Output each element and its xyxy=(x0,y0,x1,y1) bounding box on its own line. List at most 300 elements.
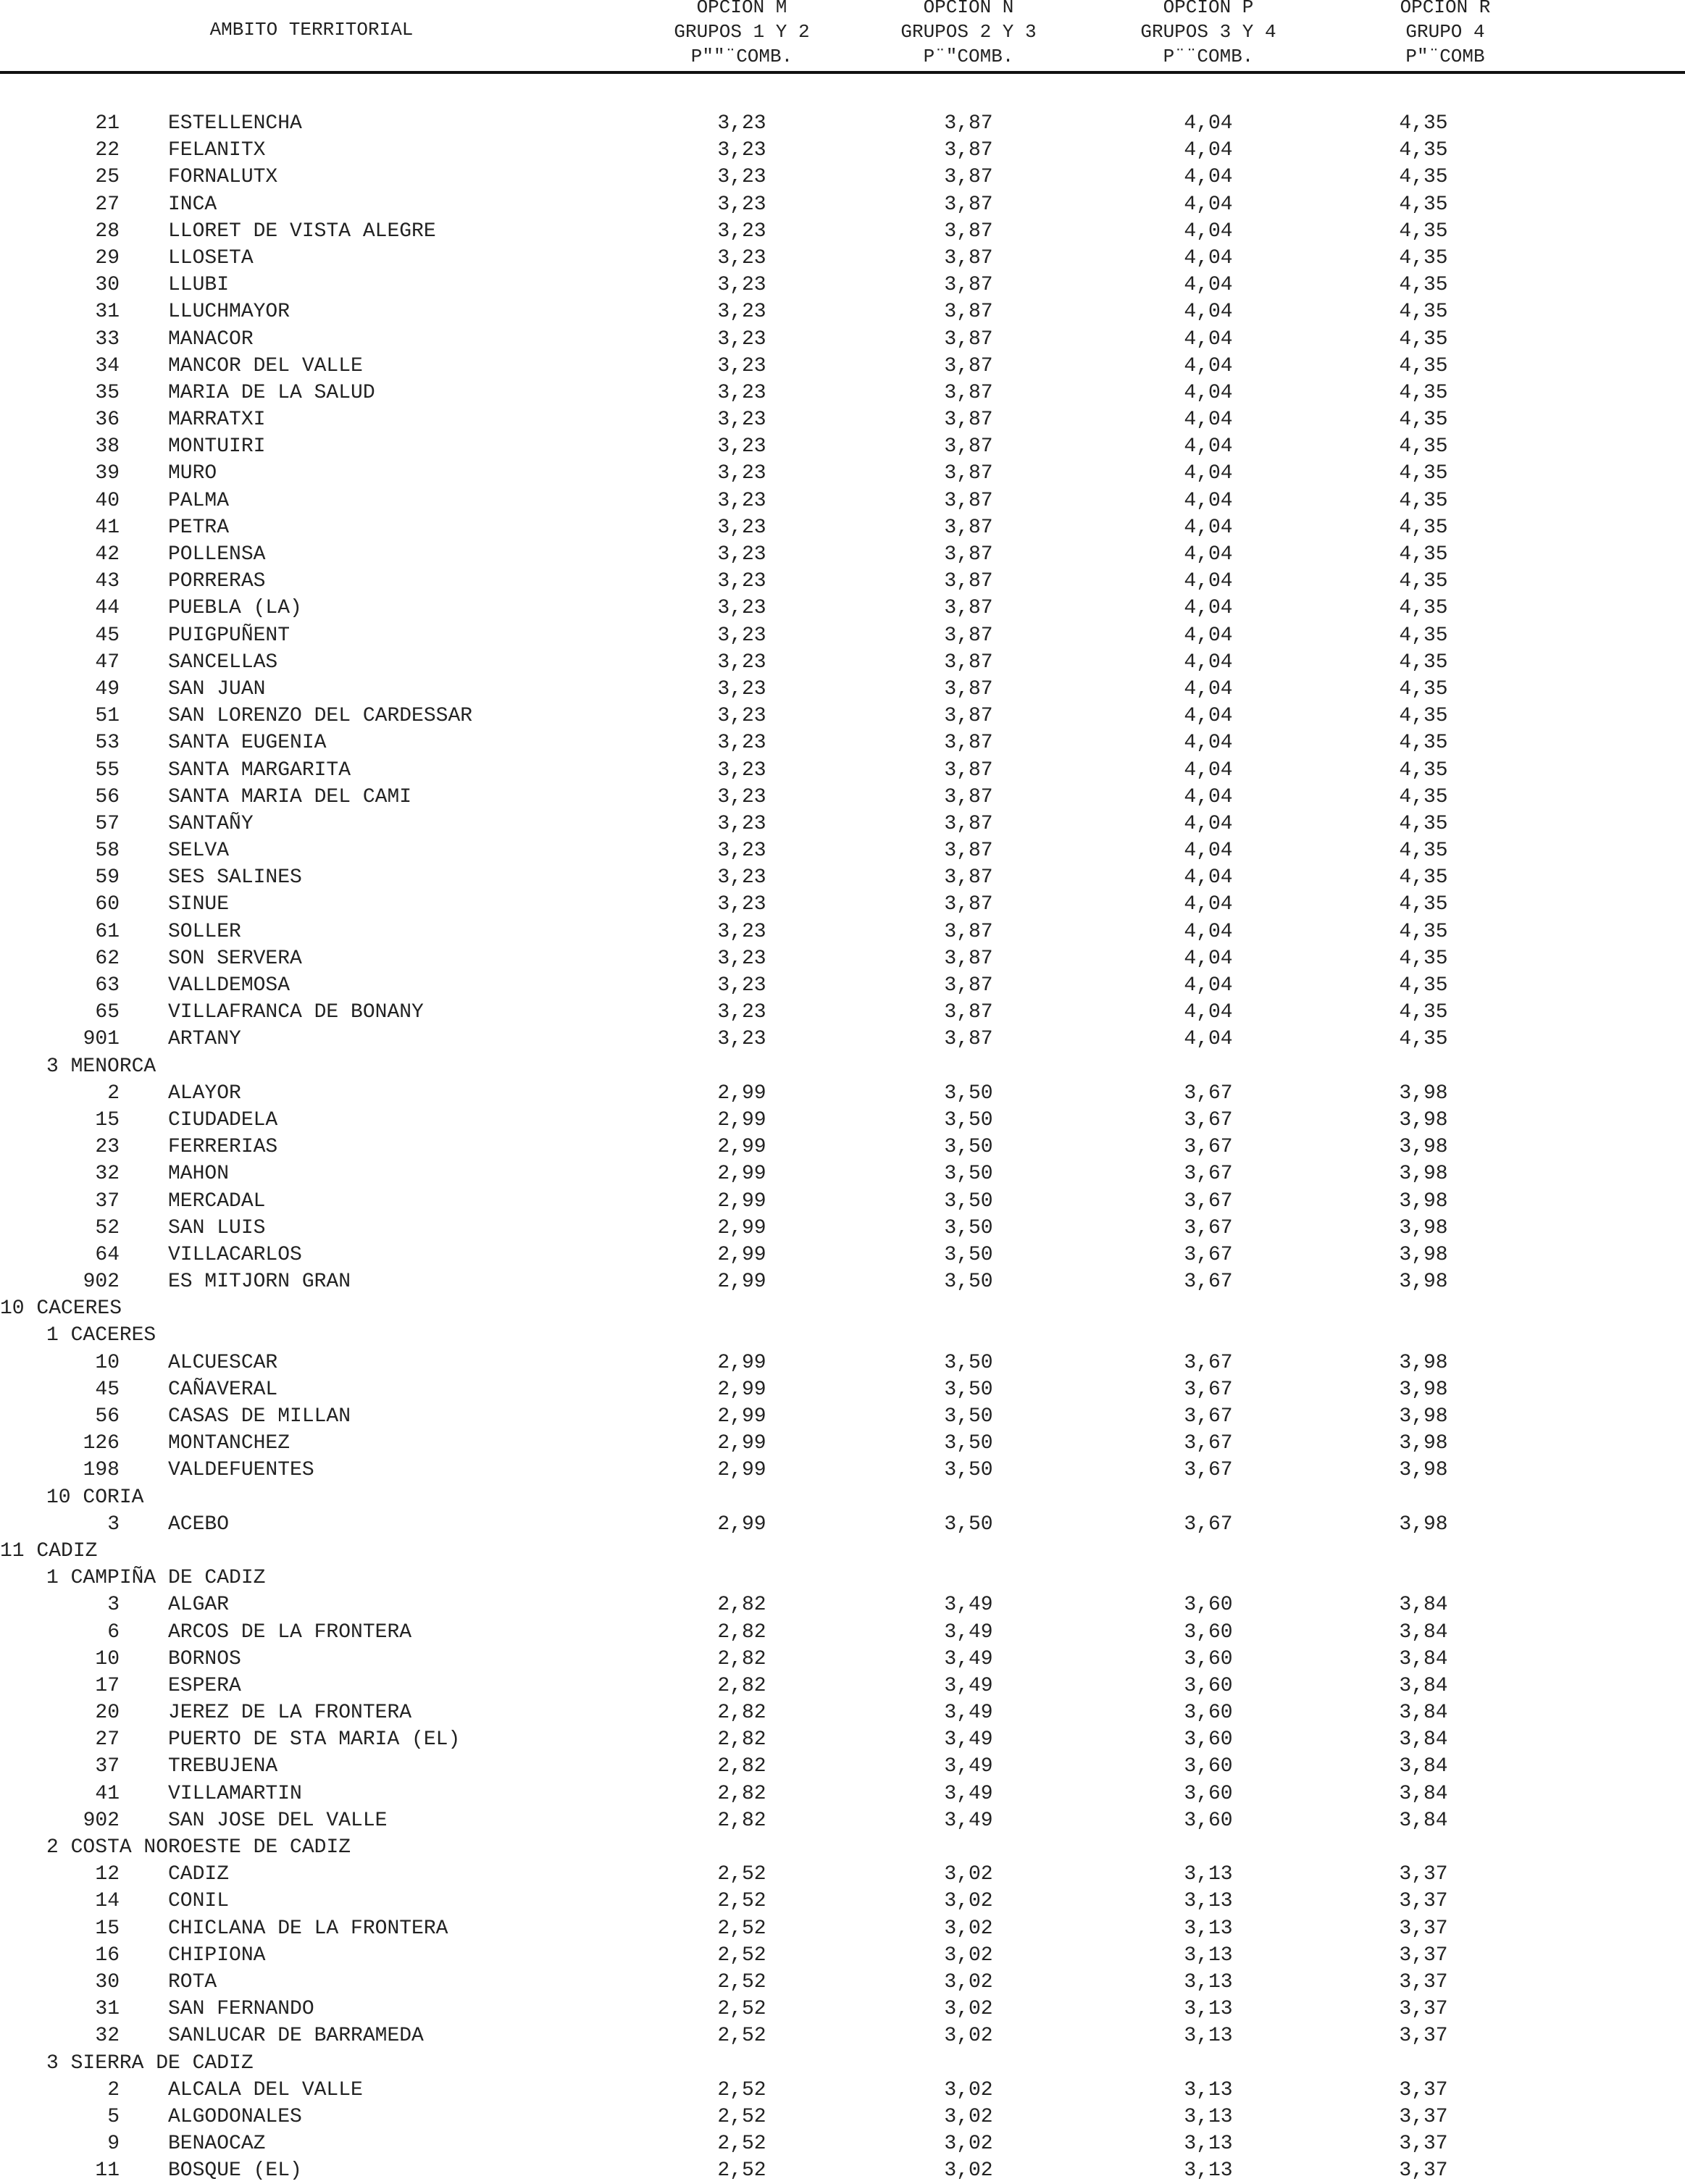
value-option-n: 3,87 xyxy=(944,785,993,808)
municipality-code: 45 xyxy=(95,1378,120,1401)
value-option-n: 3,87 xyxy=(944,947,993,970)
municipality-code: 11 xyxy=(95,2159,120,2183)
value-option-p: 4,04 xyxy=(1184,597,1233,620)
value-option-m: 3,23 xyxy=(717,274,766,297)
municipality-name: PETRA xyxy=(168,516,230,539)
value-option-n: 3,87 xyxy=(944,866,993,890)
value-option-p: 3,13 xyxy=(1184,1944,1233,1967)
value-option-r: 4,35 xyxy=(1399,112,1448,135)
municipality-code: 9 xyxy=(107,2133,120,2156)
column-header-n xyxy=(896,0,1041,69)
column-header-line: OPCION M xyxy=(696,0,787,18)
value-option-m: 3,23 xyxy=(717,543,766,566)
municipality-name: ARTANY xyxy=(168,1028,241,1051)
municipality-code: 62 xyxy=(95,947,120,970)
table-row xyxy=(0,406,1685,433)
table-row xyxy=(0,703,1685,729)
table-row xyxy=(0,1215,1685,1242)
column-header-line: OPCION R xyxy=(1400,0,1491,18)
value-option-r: 3,98 xyxy=(1399,1136,1448,1159)
value-option-m: 3,23 xyxy=(717,1001,766,1024)
municipality-code: 30 xyxy=(95,274,120,297)
municipality-code: 15 xyxy=(95,1917,120,1940)
municipality-name: ALCALA DEL VALLE xyxy=(168,2078,363,2101)
province-heading: 11 CADIZ xyxy=(0,1539,98,1562)
municipality-code: 63 xyxy=(95,974,120,997)
municipality-name: LLOSETA xyxy=(168,246,254,269)
municipality-name: VILLAMARTIN xyxy=(168,1782,302,1805)
value-option-p: 3,60 xyxy=(1184,1674,1233,1697)
value-option-m: 2,52 xyxy=(717,2133,766,2156)
municipality-code: 56 xyxy=(95,785,120,808)
municipality-code: 59 xyxy=(95,866,120,890)
table-row xyxy=(0,2104,1685,2130)
value-option-n: 3,87 xyxy=(944,705,993,728)
value-option-p: 4,04 xyxy=(1184,543,1233,566)
table-row xyxy=(0,945,1685,972)
value-option-r: 4,35 xyxy=(1399,219,1448,243)
value-option-p: 3,13 xyxy=(1184,2105,1233,2128)
value-option-r: 4,35 xyxy=(1399,327,1448,351)
municipality-name: CHIPIONA xyxy=(168,1944,266,1967)
value-option-p: 4,04 xyxy=(1184,840,1233,863)
value-option-n: 3,02 xyxy=(944,1944,993,1967)
value-option-n: 3,50 xyxy=(944,1351,993,1374)
value-option-n: 3,87 xyxy=(944,327,993,351)
value-option-n: 3,49 xyxy=(944,1674,993,1697)
table-row xyxy=(0,380,1685,406)
value-option-m: 2,52 xyxy=(717,2025,766,2048)
value-option-m: 2,52 xyxy=(717,2159,766,2183)
value-option-r: 4,35 xyxy=(1399,866,1448,890)
municipality-code: 32 xyxy=(95,2025,120,2048)
value-option-n: 3,87 xyxy=(944,597,993,620)
value-option-p: 4,04 xyxy=(1184,785,1233,808)
value-option-r: 3,98 xyxy=(1399,1513,1448,1536)
value-option-n: 3,87 xyxy=(944,893,993,916)
value-option-n: 3,50 xyxy=(944,1136,993,1159)
value-option-m: 3,23 xyxy=(717,812,766,835)
value-option-p: 3,67 xyxy=(1184,1459,1233,1482)
municipality-code: 6 xyxy=(107,1620,120,1644)
value-option-m: 2,99 xyxy=(717,1189,766,1213)
value-option-n: 3,87 xyxy=(944,193,993,216)
value-option-r: 3,37 xyxy=(1399,1917,1448,1940)
column-header-line: GRUPOS 2 Y 3 xyxy=(900,21,1037,43)
comarca-heading: 1 CACERES xyxy=(46,1324,156,1347)
municipality-name: CIUDADELA xyxy=(168,1108,278,1131)
value-option-m: 2,99 xyxy=(717,1271,766,1294)
municipality-code: 16 xyxy=(95,1944,120,1967)
municipality-name: VILLAFRANCA DE BONANY xyxy=(168,1001,424,1024)
municipality-name: BORNOS xyxy=(168,1647,241,1670)
table-row xyxy=(0,1969,1685,1996)
value-option-m: 3,23 xyxy=(717,112,766,135)
value-option-m: 3,23 xyxy=(717,758,766,782)
value-option-r: 4,35 xyxy=(1399,785,1448,808)
municipality-name: SOLLER xyxy=(168,920,241,943)
municipality-name: VILLACARLOS xyxy=(168,1243,302,1266)
value-option-p: 3,67 xyxy=(1184,1081,1233,1105)
municipality-name: LLUBI xyxy=(168,274,230,297)
municipality-name: ALCUESCAR xyxy=(168,1351,278,1374)
table-row xyxy=(0,1807,1685,1834)
column-header-line: GRUPO 4 xyxy=(1405,21,1485,43)
value-option-p: 4,04 xyxy=(1184,193,1233,216)
value-option-m: 3,23 xyxy=(717,462,766,485)
municipality-code: 27 xyxy=(95,193,120,216)
value-option-p: 3,60 xyxy=(1184,1782,1233,1805)
table-row xyxy=(0,110,1685,137)
table-row xyxy=(0,137,1685,164)
header-divider xyxy=(0,71,1685,74)
table-row xyxy=(0,1619,1685,1646)
municipality-code: 41 xyxy=(95,516,120,539)
value-option-n: 3,50 xyxy=(944,1459,993,1482)
value-option-n: 3,87 xyxy=(944,570,993,593)
municipality-code: 38 xyxy=(95,435,120,459)
value-option-r: 4,35 xyxy=(1399,274,1448,297)
municipality-name: BOSQUE (EL) xyxy=(168,2159,302,2183)
table-row xyxy=(0,1376,1685,1403)
column-header-m xyxy=(669,0,814,69)
value-option-p: 4,04 xyxy=(1184,1001,1233,1024)
comarca-heading: 1 CAMPIÑA DE CADIZ xyxy=(46,1567,266,1590)
value-option-m: 2,52 xyxy=(717,2105,766,2128)
value-option-p: 4,04 xyxy=(1184,705,1233,728)
table-row xyxy=(0,757,1685,784)
value-option-m: 3,23 xyxy=(717,840,766,863)
municipality-name: VALLDEMOSA xyxy=(168,974,290,997)
value-option-m: 2,52 xyxy=(717,1970,766,1993)
value-option-p: 3,13 xyxy=(1184,2078,1233,2101)
value-option-m: 2,99 xyxy=(717,1351,766,1374)
value-option-n: 3,87 xyxy=(944,650,993,674)
table-row xyxy=(0,2157,1685,2184)
value-option-p: 4,04 xyxy=(1184,219,1233,243)
value-option-p: 3,13 xyxy=(1184,2025,1233,2048)
value-option-m: 2,52 xyxy=(717,1998,766,2021)
value-option-p: 4,04 xyxy=(1184,354,1233,377)
municipality-code: 10 xyxy=(95,1351,120,1374)
value-option-r: 4,35 xyxy=(1399,1001,1448,1024)
table-row xyxy=(0,541,1685,568)
municipality-name: SANTA EUGENIA xyxy=(168,732,327,755)
value-option-m: 3,23 xyxy=(717,166,766,189)
value-option-n: 3,02 xyxy=(944,2025,993,2048)
value-option-m: 2,82 xyxy=(717,1755,766,1778)
municipality-name: MANACOR xyxy=(168,327,254,351)
municipality-code: 3 xyxy=(107,1594,120,1617)
value-option-p: 4,04 xyxy=(1184,677,1233,700)
value-option-p: 4,04 xyxy=(1184,139,1233,162)
value-option-r: 4,35 xyxy=(1399,947,1448,970)
table-row xyxy=(0,784,1685,811)
value-option-p: 3,67 xyxy=(1184,1243,1233,1266)
municipality-name: CHICLANA DE LA FRONTERA xyxy=(168,1917,448,1940)
municipality-name: VALDEFUENTES xyxy=(168,1459,314,1482)
municipality-name: ALAYOR xyxy=(168,1081,241,1105)
municipality-code: 35 xyxy=(95,381,120,404)
table-row xyxy=(0,1457,1685,1484)
value-option-p: 3,13 xyxy=(1184,1970,1233,1993)
value-option-n: 3,87 xyxy=(944,624,993,647)
table-row xyxy=(0,1915,1685,1942)
municipality-code: 2 xyxy=(107,1081,120,1105)
value-option-r: 3,37 xyxy=(1399,1970,1448,1993)
value-option-r: 3,98 xyxy=(1399,1163,1448,1186)
value-option-n: 3,02 xyxy=(944,1998,993,2021)
table-row xyxy=(0,326,1685,353)
value-option-n: 3,49 xyxy=(944,1809,993,1832)
value-option-r: 4,35 xyxy=(1399,677,1448,700)
ambito-header xyxy=(130,17,493,42)
table-row xyxy=(0,1188,1685,1215)
value-option-r: 4,35 xyxy=(1399,1028,1448,1051)
value-option-r: 3,98 xyxy=(1399,1271,1448,1294)
value-option-r: 4,35 xyxy=(1399,705,1448,728)
table-row xyxy=(0,298,1685,325)
value-option-r: 4,35 xyxy=(1399,758,1448,782)
municipality-code: 55 xyxy=(95,758,120,782)
value-option-m: 2,99 xyxy=(717,1513,766,1536)
municipality-name: PALMA xyxy=(168,489,230,512)
value-option-r: 4,35 xyxy=(1399,354,1448,377)
table-row xyxy=(0,164,1685,191)
value-option-n: 3,87 xyxy=(944,758,993,782)
municipality-code: 5 xyxy=(107,2105,120,2128)
value-option-p: 3,67 xyxy=(1184,1405,1233,1428)
value-option-n: 3,02 xyxy=(944,1863,993,1886)
municipality-code: 902 xyxy=(83,1271,120,1294)
municipality-code: 31 xyxy=(95,301,120,324)
table-row xyxy=(0,1861,1685,1888)
municipality-code: 17 xyxy=(95,1674,120,1697)
value-option-m: 3,23 xyxy=(717,947,766,970)
table-row xyxy=(0,729,1685,756)
value-option-r: 4,35 xyxy=(1399,732,1448,755)
value-option-m: 3,23 xyxy=(717,570,766,593)
municipality-name: FERRERIAS xyxy=(168,1136,278,1159)
value-option-m: 3,23 xyxy=(717,597,766,620)
municipality-name: SAN LUIS xyxy=(168,1216,266,1239)
value-option-n: 3,87 xyxy=(944,381,993,404)
column-header-line: P""¨COMB. xyxy=(690,46,793,67)
municipality-name: MURO xyxy=(168,462,217,485)
municipality-name: FORNALUTX xyxy=(168,166,278,189)
value-option-p: 4,04 xyxy=(1184,893,1233,916)
municipality-code: 65 xyxy=(95,1001,120,1024)
value-option-r: 3,37 xyxy=(1399,2105,1448,2128)
municipality-code: 64 xyxy=(95,1243,120,1266)
municipality-code: 37 xyxy=(95,1189,120,1213)
value-option-p: 3,13 xyxy=(1184,1917,1233,1940)
value-option-n: 3,87 xyxy=(944,301,993,324)
table-row xyxy=(0,919,1685,945)
municipality-name: TREBUJENA xyxy=(168,1755,278,1778)
value-option-p: 4,04 xyxy=(1184,409,1233,432)
municipality-name: MERCADAL xyxy=(168,1189,266,1213)
value-option-n: 3,02 xyxy=(944,2159,993,2183)
value-option-p: 3,67 xyxy=(1184,1513,1233,1536)
table-row xyxy=(0,1646,1685,1673)
municipality-code: 28 xyxy=(95,219,120,243)
value-option-p: 3,67 xyxy=(1184,1136,1233,1159)
table-row xyxy=(0,514,1685,541)
value-option-m: 3,23 xyxy=(717,677,766,700)
value-option-m: 2,82 xyxy=(717,1620,766,1644)
value-option-n: 3,87 xyxy=(944,166,993,189)
column-header-p xyxy=(1129,0,1288,69)
table-row xyxy=(0,353,1685,380)
value-option-m: 2,82 xyxy=(717,1594,766,1617)
value-option-r: 4,35 xyxy=(1399,409,1448,432)
value-option-m: 3,23 xyxy=(717,893,766,916)
comarca-heading: 2 COSTA NOROESTE DE CADIZ xyxy=(46,1836,351,1859)
value-option-r: 3,84 xyxy=(1399,1674,1448,1697)
table-row xyxy=(0,2077,1685,2104)
table-row xyxy=(0,1699,1685,1726)
municipality-code: 198 xyxy=(83,1459,120,1482)
value-option-m: 3,23 xyxy=(717,516,766,539)
municipality-code: 42 xyxy=(95,543,120,566)
comarca-heading-row xyxy=(0,1053,1685,1080)
value-option-n: 3,02 xyxy=(944,1890,993,1913)
value-option-p: 4,04 xyxy=(1184,974,1233,997)
value-option-p: 4,04 xyxy=(1184,812,1233,835)
province-heading-row xyxy=(0,1295,1685,1322)
municipality-code: 27 xyxy=(95,1728,120,1752)
table-row xyxy=(0,999,1685,1026)
municipality-name: SANCELLAS xyxy=(168,650,278,674)
municipality-code: 10 xyxy=(95,1647,120,1670)
value-option-m: 2,99 xyxy=(717,1081,766,1105)
province-heading-row xyxy=(0,1538,1685,1565)
value-option-m: 2,52 xyxy=(717,1863,766,1886)
table-row xyxy=(0,891,1685,918)
value-option-r: 3,98 xyxy=(1399,1216,1448,1239)
value-option-p: 3,60 xyxy=(1184,1728,1233,1752)
table-row xyxy=(0,272,1685,298)
table-row xyxy=(0,191,1685,218)
municipality-code: 901 xyxy=(83,1028,120,1051)
municipality-code: 33 xyxy=(95,327,120,351)
municipality-code: 29 xyxy=(95,246,120,269)
value-option-m: 3,23 xyxy=(717,409,766,432)
table-row xyxy=(0,433,1685,460)
municipality-name: SES SALINES xyxy=(168,866,302,890)
municipality-name: SAN FERNANDO xyxy=(168,1998,314,2021)
value-option-m: 3,23 xyxy=(717,327,766,351)
value-option-n: 3,87 xyxy=(944,840,993,863)
value-option-r: 3,84 xyxy=(1399,1620,1448,1644)
value-option-r: 4,35 xyxy=(1399,166,1448,189)
comarca-heading: 10 CORIA xyxy=(46,1486,144,1509)
value-option-n: 3,87 xyxy=(944,274,993,297)
value-option-p: 3,13 xyxy=(1184,2133,1233,2156)
column-header-line: OPCION N xyxy=(923,0,1014,18)
value-option-p: 3,60 xyxy=(1184,1620,1233,1644)
table-row xyxy=(0,2022,1685,2049)
value-option-p: 3,13 xyxy=(1184,1863,1233,1886)
value-option-n: 3,50 xyxy=(944,1432,993,1455)
value-option-n: 3,87 xyxy=(944,246,993,269)
value-option-m: 3,23 xyxy=(717,1028,766,1051)
municipality-code: 53 xyxy=(95,732,120,755)
value-option-m: 2,52 xyxy=(717,1944,766,1967)
municipality-code: 60 xyxy=(95,893,120,916)
value-option-n: 3,49 xyxy=(944,1702,993,1725)
municipality-name: MAHON xyxy=(168,1163,230,1186)
table-row xyxy=(0,1134,1685,1160)
value-option-r: 3,98 xyxy=(1399,1351,1448,1374)
table-row xyxy=(0,1403,1685,1430)
municipality-name: MONTANCHEZ xyxy=(168,1432,290,1455)
table-row xyxy=(0,245,1685,272)
municipality-code: 14 xyxy=(95,1890,120,1913)
value-option-r: 4,35 xyxy=(1399,516,1448,539)
municipality-code: 36 xyxy=(95,409,120,432)
municipality-name: PUERTO DE STA MARIA (EL) xyxy=(168,1728,461,1752)
value-option-m: 2,99 xyxy=(717,1108,766,1131)
column-header-line: P¨¨COMB. xyxy=(1163,46,1254,67)
value-option-m: 2,82 xyxy=(717,1809,766,1832)
municipality-name: CONIL xyxy=(168,1890,230,1913)
municipality-code: 61 xyxy=(95,920,120,943)
municipality-code: 902 xyxy=(83,1809,120,1832)
value-option-m: 2,82 xyxy=(717,1702,766,1725)
value-option-n: 3,49 xyxy=(944,1755,993,1778)
value-option-r: 4,35 xyxy=(1399,543,1448,566)
table-row xyxy=(0,1107,1685,1134)
municipality-name: CAÑAVERAL xyxy=(168,1378,278,1401)
value-option-n: 3,87 xyxy=(944,435,993,459)
value-option-p: 4,04 xyxy=(1184,920,1233,943)
value-option-p: 3,60 xyxy=(1184,1594,1233,1617)
value-option-p: 3,67 xyxy=(1184,1351,1233,1374)
municipality-name: JEREZ DE LA FRONTERA xyxy=(168,1702,412,1725)
value-option-n: 3,02 xyxy=(944,2133,993,2156)
column-header-r xyxy=(1373,0,1518,69)
municipality-code: 41 xyxy=(95,1782,120,1805)
value-option-n: 3,87 xyxy=(944,409,993,432)
municipality-code: 34 xyxy=(95,354,120,377)
municipality-name: ACEBO xyxy=(168,1513,230,1536)
municipality-name: CADIZ xyxy=(168,1863,230,1886)
value-option-m: 3,23 xyxy=(717,785,766,808)
value-option-n: 3,50 xyxy=(944,1405,993,1428)
value-option-r: 4,35 xyxy=(1399,462,1448,485)
value-option-n: 3,87 xyxy=(944,812,993,835)
value-option-r: 3,37 xyxy=(1399,1998,1448,2021)
municipality-code: 56 xyxy=(95,1405,120,1428)
value-option-n: 3,87 xyxy=(944,677,993,700)
municipality-code: 23 xyxy=(95,1136,120,1159)
municipality-code: 126 xyxy=(83,1432,120,1455)
value-option-p: 4,04 xyxy=(1184,650,1233,674)
table-row xyxy=(0,1160,1685,1187)
column-header-line: GRUPOS 1 Y 2 xyxy=(674,21,810,43)
value-option-n: 3,87 xyxy=(944,1001,993,1024)
municipality-code: 39 xyxy=(95,462,120,485)
column-header-line: P"¨COMB xyxy=(1405,46,1485,67)
municipality-name: SAN LORENZO DEL CARDESSAR xyxy=(168,705,473,728)
municipality-name: MARIA DE LA SALUD xyxy=(168,381,375,404)
value-option-r: 3,98 xyxy=(1399,1459,1448,1482)
value-option-p: 4,04 xyxy=(1184,732,1233,755)
value-option-r: 3,84 xyxy=(1399,1647,1448,1670)
value-option-r: 4,35 xyxy=(1399,381,1448,404)
